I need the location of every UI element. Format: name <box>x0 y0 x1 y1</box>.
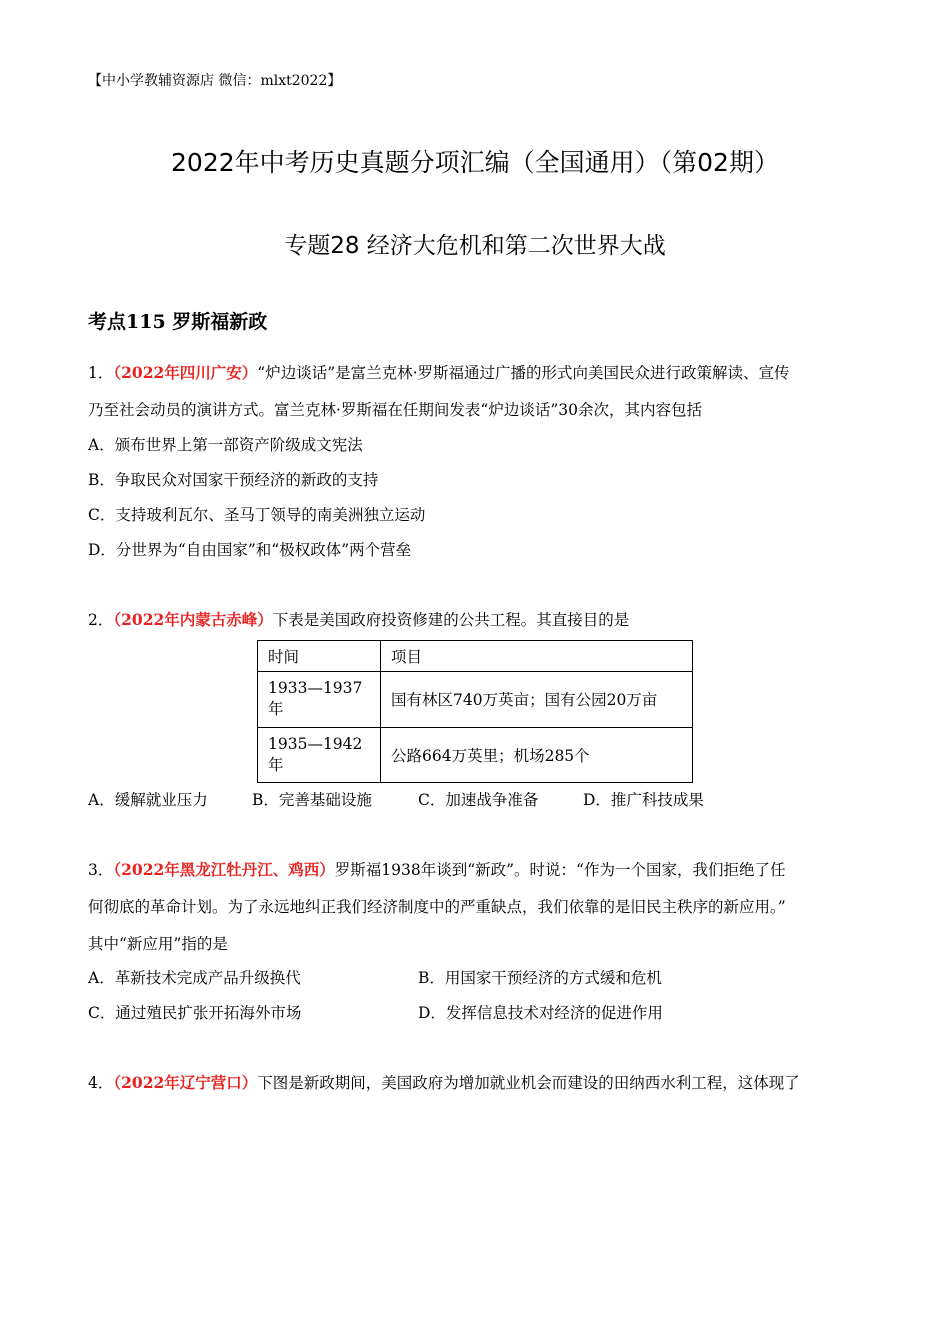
question-3-option-d: D．发挥信息技术对经济的促进作用 <box>418 1004 663 1022</box>
document-subtitle: 专题28 经济大危机和第二次世界大战 <box>284 233 666 259</box>
question-number: 1． <box>88 364 114 382</box>
question-2-line-1 <box>88 608 629 630</box>
question-number: 2． <box>88 611 114 629</box>
question-3-option-b: B．用国家干预经济的方式缓和危机 <box>418 969 662 987</box>
header-note: 【中小学教辅资源店 微信：mlxt2022】 <box>88 73 342 89</box>
question-2-option-b: B．完善基础设施 <box>252 791 372 809</box>
question-4-line-1 <box>88 1071 800 1093</box>
table-header-cell: 项目 <box>381 641 693 672</box>
question-1-line-2: 乃至社会动员的演讲方式。富兰克林·罗斯福在任期间发表“炉边谈话”30余次，其内容包括 <box>88 401 703 419</box>
question-1-option-a: A．颁布世界上第一部资产阶级成文宪法 <box>88 436 363 454</box>
question-source: （2022年黑龙江牡丹江、鸡西） <box>113 860 335 879</box>
question-2-option-a: A．缓解就业压力 <box>88 791 208 809</box>
question-3-line-2: 何彻底的革命计划。为了永远地纠正我们经济制度中的严重缺点，我们依靠的是旧民主秩序的新应用。” <box>88 898 786 916</box>
question-1-option-c: C．支持玻利瓦尔、圣马丁领导的南美洲独立运动 <box>88 506 426 524</box>
document-title: 2022年中考历史真题分项汇编（全国通用）（第02期） <box>171 148 779 177</box>
question-3-line-3: 其中“新应用”指的是 <box>88 935 228 953</box>
question-3-option-a: A．革新技术完成产品升级换代 <box>88 969 301 987</box>
table-row <box>258 727 693 782</box>
question-stem: 下表是美国政府投资修建的公共工程。其直接目的是 <box>272 611 630 629</box>
question-1-option-b: B．争取民众对国家干预经济的新政的支持 <box>88 471 379 489</box>
question-3-option-c: C．通过殖民扩张开拓海外市场 <box>88 1004 302 1022</box>
question-number: 3． <box>88 861 114 879</box>
question-3-line-1 <box>88 858 786 880</box>
table-cell: 1933—1937年 <box>258 672 381 727</box>
question-stem: 下图是新政期间，美国政府为增加就业机会而建设的田纳西水利工程，这体现了 <box>257 1074 800 1092</box>
question-stem: “炉边谈话”是富兰克林·罗斯福通过广播的形式向美国民众进行政策解读、宣传 <box>257 364 790 382</box>
table-cell: 国有林区740万英亩；国有公园20万亩 <box>381 672 693 727</box>
table-row <box>258 672 693 727</box>
table-cell: 公路664万英里；机场285个 <box>381 727 693 782</box>
question-source: （2022年内蒙古赤峰） <box>113 610 273 629</box>
question-1-option-d: D．分世界为“自由国家”和“极权政体”两个营垒 <box>88 541 412 559</box>
section-title: 考点115 罗斯福新政 <box>88 311 268 333</box>
question-source: （2022年四川广安） <box>113 363 258 382</box>
table-header-row <box>258 641 693 672</box>
question-2-option-d: D．推广科技成果 <box>583 791 704 809</box>
table-header-cell: 时间 <box>258 641 381 672</box>
question-2-option-c: C．加速战争准备 <box>418 791 539 809</box>
question-stem: 罗斯福1938年谈到“新政”。时说：“作为一个国家，我们拒绝了任 <box>334 861 786 879</box>
question-1-line-1 <box>88 361 790 383</box>
table-cell: 1935—1942年 <box>258 727 381 782</box>
question-source: （2022年辽宁营口） <box>113 1073 258 1092</box>
question-number: 4． <box>88 1074 114 1092</box>
public-works-table <box>257 640 693 783</box>
